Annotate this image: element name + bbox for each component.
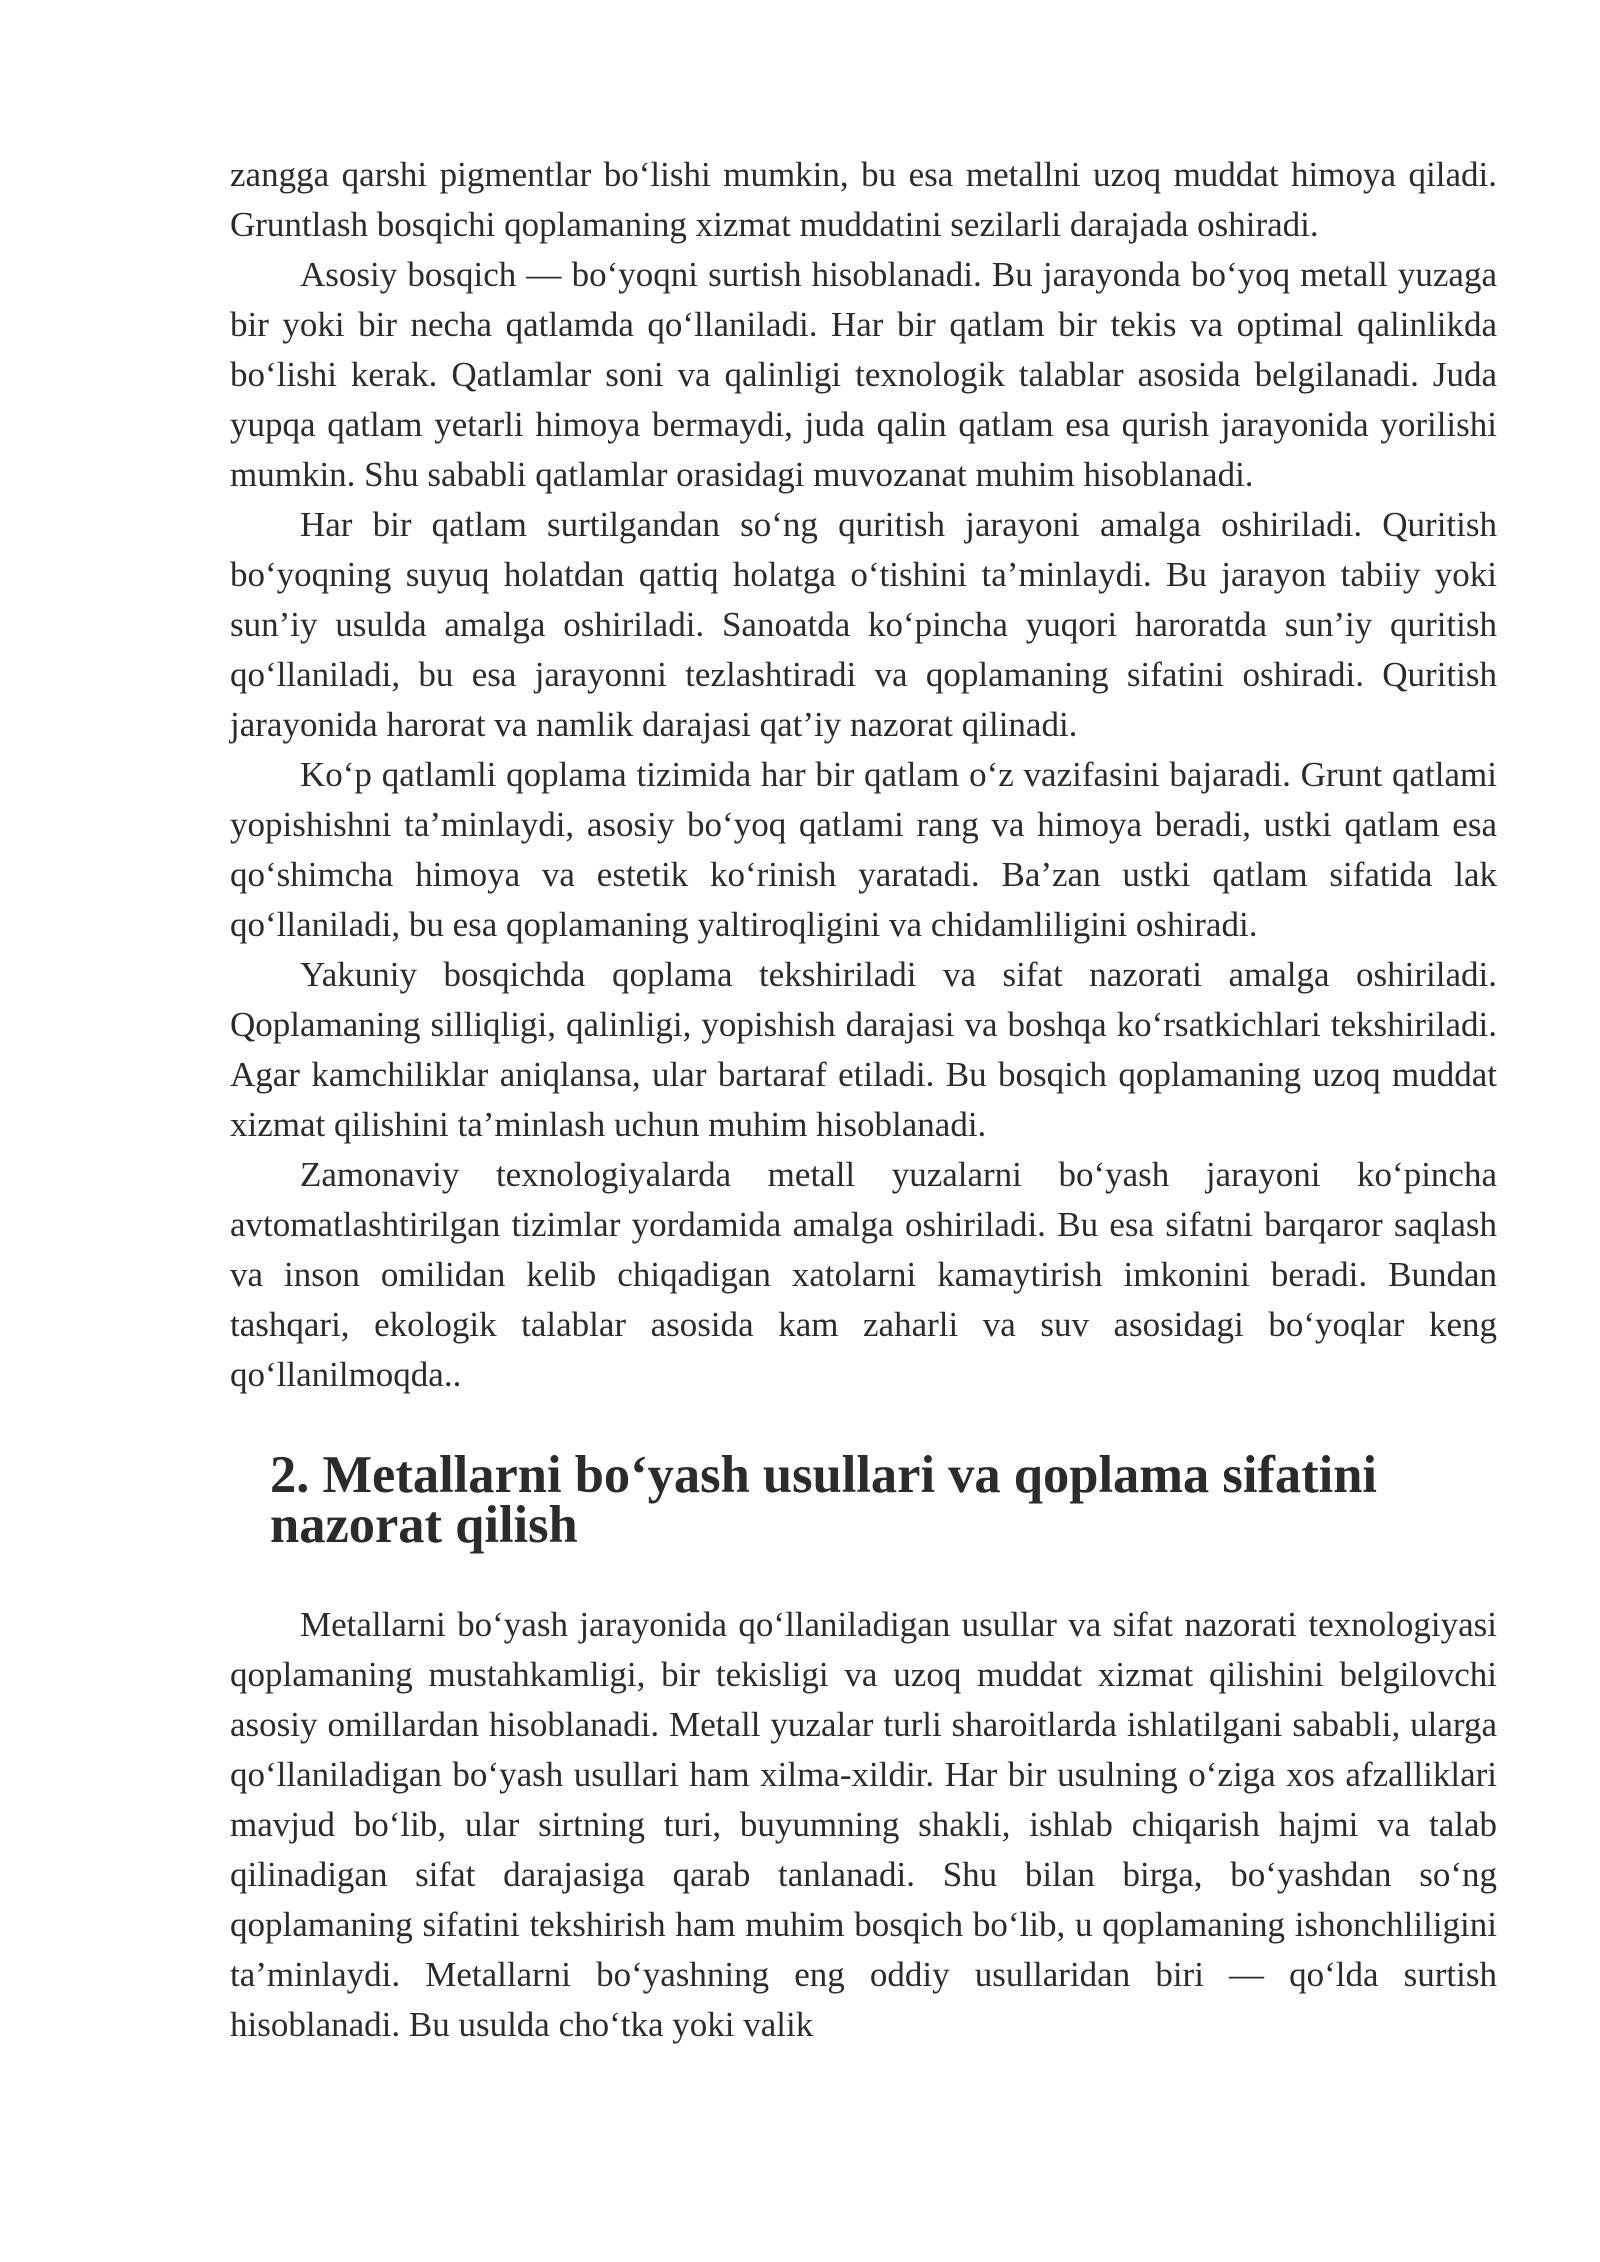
paragraph-main-stage: Asosiy bosqich — bo‘yoqni surtish hisoblanadi. Bu jarayonda bo‘yoq metall yuzaga bir yoki bir necha qatlamda qo‘llaniladi. Har bir qatlam bir tekis va optimal qalinlikda bo‘lishi kerak. Qatlamlar soni va qalinligi texnologik talablar asosida belgilanadi. Juda yupqa qatlam yetarli himoya bermaydi, juda qalin qatlam esa qurish jarayonida yorilishi mumkin. Shu sababli qatlamlar orasidagi muvozanat muhim hisoblanadi. xyxy=(230,255,1497,494)
paragraph-final-stage: Yakuniy bosqichda qoplama tekshiriladi va sifat nazorati amalga oshiriladi. Qoplamaning silliqligi, qalinligi, yopishish darajasi va boshqa ko‘rsatkichlari tekshiriladi. Agar kamchiliklar aniqlansa, ular bartaraf etiladi. Bu bosqich qoplamaning uzoq muddat xizmat qilishini ta’minlash uchun muhim hisoblanadi. xyxy=(230,955,1497,1144)
paragraph-modern-tech: Zamonaviy texnologiyalarda metall yuzalarni bo‘yash jarayoni ko‘pincha avtomatlashtirilgan tizimlar yordamida amalga oshiriladi. Bu esa sifatni barqaror saqlash va inson omilidan kelib chiqadigan xatolarni kamaytirish imkonini beradi. Bundan tashqari, ekologik talablar asosida kam zaharli va suv asosidagi bo‘yoqlar keng qo‘llanilmoqda.. xyxy=(230,1155,1497,1394)
paragraph-multilayer: Ko‘p qatlamli qoplama tizimida har bir qatlam o‘z vazifasini bajaradi. Grunt qatlami yopishishni ta’minlaydi, asosiy bo‘yoq qatlami rang va himoya beradi, ustki qatlam esa qo‘shimcha himoya va estetik ko‘rinish yaratadi. Ba’zan ustki qatlam sifatida lak qo‘llaniladi, bu esa qoplamaning yaltiroqligini va chidamliligini oshiradi. xyxy=(230,755,1497,944)
paragraph-primer-continuation: zangga qarshi pigmentlar bo‘lishi mumkin, bu esa metallni uzoq muddat himoya qiladi. Gruntlash bosqichi qoplamaning xizmat muddatini sezilarli darajada oshiradi. xyxy=(230,155,1497,244)
document-page xyxy=(230,150,1497,2050)
paragraph-painting-methods: Metallarni bo‘yash jarayonida qo‘llaniladigan usullar va sifat nazorati texnologiyasi qoplamaning mustahkamligi, bir tekisligi va uzoq muddat xizmat qilishini belgilovchi asosiy omillardan hisoblanadi. Metall yuzalar turli sharoitlarda ishlatilgani sababli, ularga qo‘llaniladigan bo‘yash usullari ham xilma-xildir. Har bir usulning o‘ziga xos afzalliklari mavjud bo‘lib, ular sirtning turi, buyumning shakli, ishlab chiqarish hajmi va talab qilinadigan sifat darajasiga qarab tanlanadi. Shu bilan birga, bo‘yashdan so‘ng qoplamaning sifatini tekshirish ham muhim bosqich bo‘lib, u qoplamaning ishonchliligini ta’minlaydi. Metallarni bo‘yashning eng oddiy usullaridan biri — qo‘lda surtish hisoblanadi. Bu usulda cho‘tka yoki valik xyxy=(230,1605,1497,2044)
section-heading: 2. Metallarni bo‘yash usullari va qoplama sifatini nazorat qilish xyxy=(270,1446,1377,1554)
paragraph-drying: Har bir qatlam surtilgandan so‘ng quritish jarayoni amalga oshiriladi. Quritish bo‘yoqning suyuq holatdan qattiq holatga o‘tishini ta’minlaydi. Bu jarayon tabiiy yoki sun’iy usulda amalga oshiriladi. Sanoatda ko‘pincha yuqori haroratda sun’iy quritish qo‘llaniladi, bu esa jarayonni tezlashtiradi va qoplamaning sifatini oshiradi. Quritish jarayonida harorat va namlik darajasi qat’iy nazorat qilinadi. xyxy=(230,505,1497,744)
